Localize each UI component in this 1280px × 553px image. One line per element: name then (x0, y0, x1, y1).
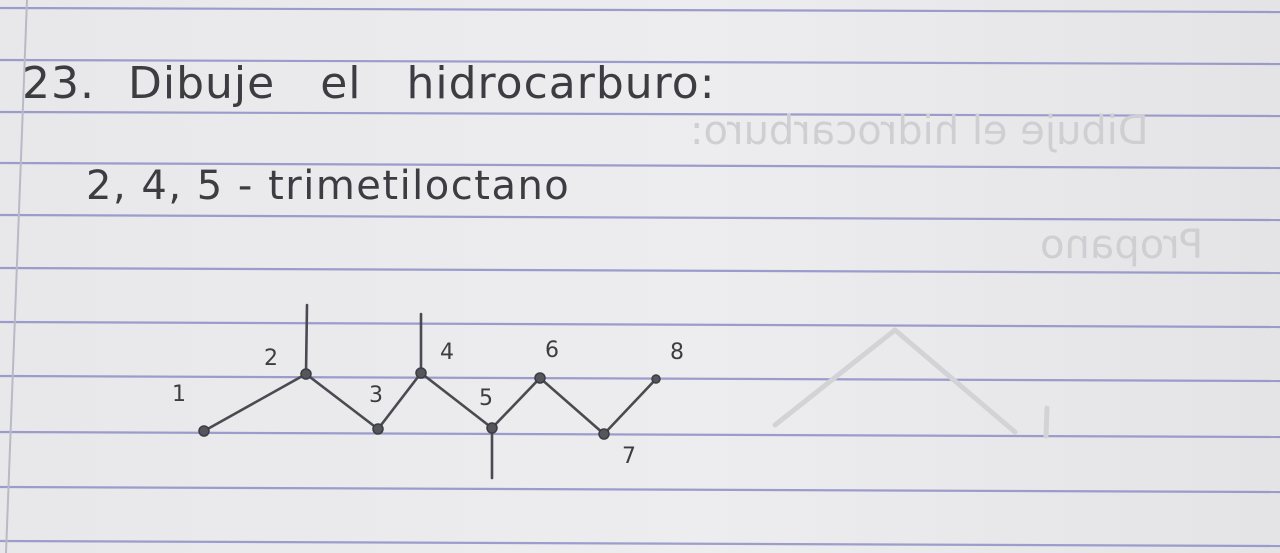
bleed-through-word: Propano (1040, 222, 1204, 268)
bond-c1-c2 (204, 374, 306, 431)
ghost-bond (775, 330, 895, 425)
carbon-label: 2 (264, 346, 278, 371)
instruction-word: Dibuje (127, 58, 276, 109)
ghost-tick (1046, 408, 1047, 436)
carbon-label: 6 (545, 338, 559, 363)
instruction-word: hidrocarburo: (406, 58, 716, 109)
bond-c2-c3 (306, 374, 378, 429)
atom-c6 (535, 373, 545, 383)
rule-line (0, 322, 1280, 327)
rule-line (0, 215, 1280, 220)
atom-c7 (599, 429, 609, 439)
bond-c5-c6 (492, 378, 540, 428)
skeletal-structure (204, 305, 656, 478)
atom-c5 (487, 423, 497, 433)
carbon-label: 7 (622, 444, 636, 469)
rule-line (0, 487, 1280, 492)
carbon-label: 1 (172, 382, 186, 407)
atom-c8 (652, 375, 660, 383)
compound-name: 2, 4, 5 - trimetiloctano (86, 163, 571, 209)
atom-c2 (301, 369, 311, 379)
bond-c3-c4 (378, 373, 421, 429)
carbon-label: 3 (369, 383, 383, 408)
rule-line (0, 541, 1280, 546)
carbon-label: 5 (479, 386, 493, 411)
rule-line (0, 268, 1280, 273)
carbon-label: 8 (670, 340, 684, 365)
rule-line (0, 376, 1280, 381)
atom-c4 (416, 368, 426, 378)
instruction-word: el (320, 58, 362, 109)
bleed-through-title: Dibuje el hidrocarburo: (690, 108, 1149, 154)
bond-c6-c7 (540, 378, 604, 434)
problem-number: 23. (22, 58, 95, 109)
atom-c3 (373, 424, 383, 434)
bleed-through-drawing (775, 330, 1047, 436)
ghost-bond (895, 330, 1015, 432)
bond-c7-c8 (604, 379, 656, 434)
rule-line (0, 8, 1280, 12)
rule-line (0, 432, 1280, 437)
atom-c1 (199, 426, 209, 436)
carbon-label: 4 (440, 340, 454, 365)
methyl-branch-c2 (306, 305, 307, 374)
problem-heading (22, 58, 716, 109)
